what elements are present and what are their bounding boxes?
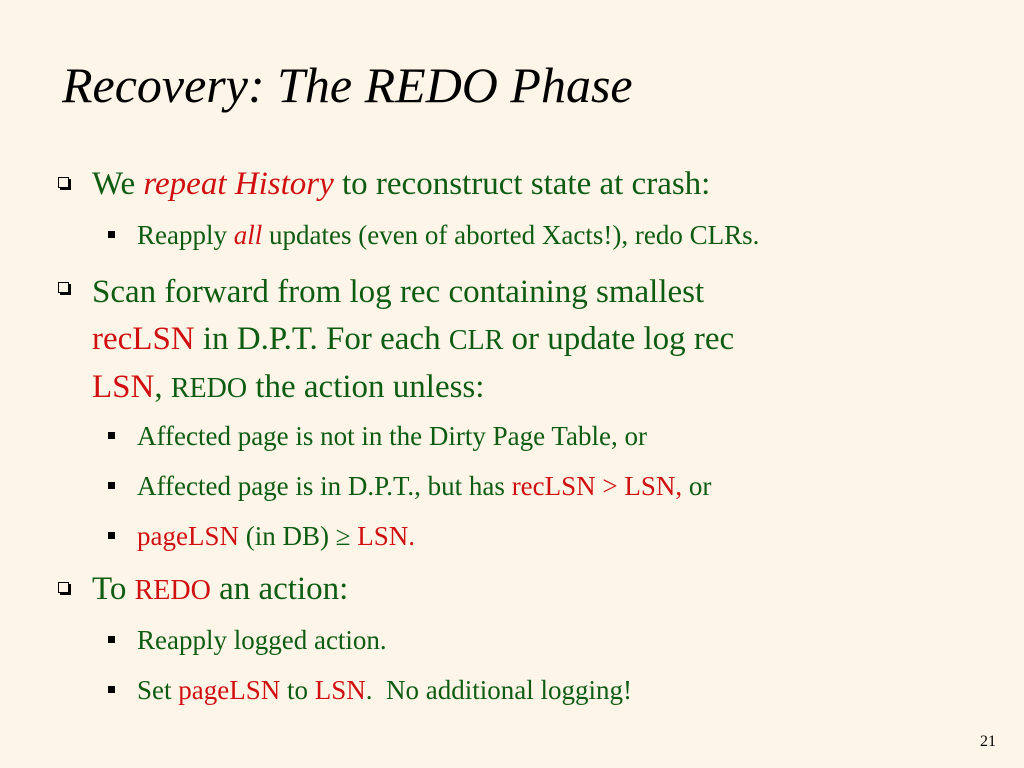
bullet-repeat-history: We repeat History to reconstruct state at crash:	[60, 164, 952, 206]
hollow-square-bullet-icon	[58, 177, 69, 188]
subbullet-reapply-all: Reapply all updates (even of aborted Xacts!), redo CLRs.	[108, 219, 759, 251]
slide-title: Recovery: The REDO Phase	[62, 57, 633, 113]
filled-square-bullet-icon	[108, 231, 115, 238]
filled-square-bullet-icon	[108, 532, 115, 539]
hollow-square-bullet-icon	[58, 582, 69, 593]
filled-square-bullet-icon	[108, 482, 115, 489]
term-clr: CLR	[448, 325, 504, 356]
filled-square-bullet-icon	[108, 686, 115, 693]
term-redo: REDO	[170, 373, 248, 404]
term-pagelsn: pageLSN	[137, 521, 239, 551]
term-reclsn: recLSN	[92, 321, 195, 357]
term-lsn: LSN	[92, 369, 155, 405]
subbullet-not-in-dpt: Affected page is not in the Dirty Page Table, or	[108, 420, 647, 452]
emphasis-all: all	[233, 220, 263, 250]
emphasis-repeat-history: repeat History	[143, 166, 334, 202]
term-pagelsn: pageLSN	[178, 675, 281, 705]
subbullet-pagelsn-condition: pageLSN (in DB) ≥ LSN.	[108, 520, 415, 552]
emphasis-reclsn-gt-lsn: recLSN > LSN,	[511, 471, 683, 501]
subbullet-set-pagelsn: Set pageLSN to LSN. No additional logging!	[108, 674, 632, 706]
subbullet-reapply-logged: Reapply logged action.	[108, 624, 387, 656]
subbullet-reclsn-greater: Affected page is in D.P.T., but has recLSN > LSN, or	[108, 470, 711, 502]
page-number: 21	[980, 733, 996, 750]
term-lsn: LSN.	[357, 521, 416, 551]
filled-square-bullet-icon	[108, 432, 115, 439]
hollow-square-bullet-icon	[58, 282, 69, 293]
term-lsn: LSN	[314, 675, 366, 705]
term-redo: REDO	[134, 575, 211, 606]
bullet-scan-forward: Scan forward from log rec containing smallest recLSN in D.P.T. For each CLR or update log rec LSN, REDO the action unless:	[60, 269, 952, 412]
filled-square-bullet-icon	[108, 636, 115, 643]
bullet-to-redo: To REDO an action:	[60, 569, 952, 611]
